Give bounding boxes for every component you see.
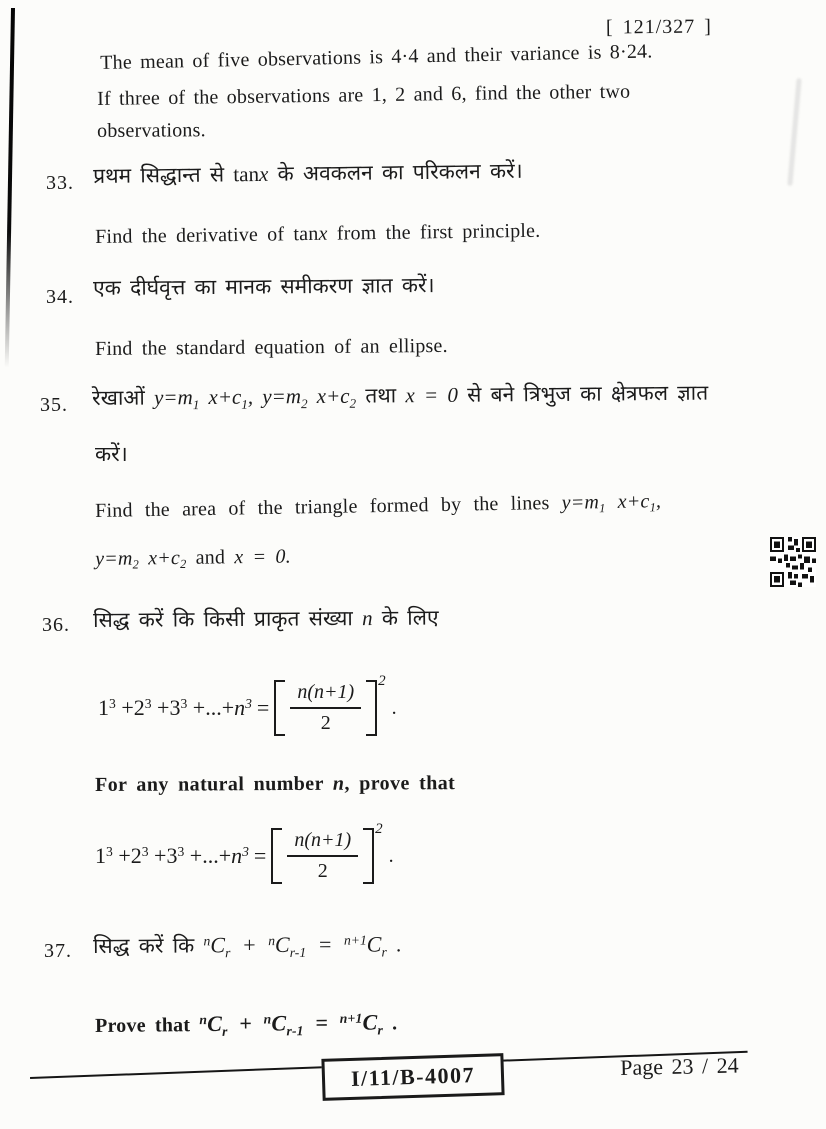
question-35-hindi-text: रेखाओं <box>92 385 155 410</box>
question-33-english-text: from the first principle. <box>327 219 541 245</box>
formula-lhs-n: $n^3$ <box>231 843 249 868</box>
question-35-english-text: and <box>186 546 235 569</box>
fraction-denominator: 2 <box>320 712 331 734</box>
question-number-35: 35. <box>40 394 68 416</box>
right-bracket <box>366 680 377 736</box>
page-ref: [ 121/327 ] <box>605 15 712 39</box>
question-34-hindi: एक दीर्घवृत्त का मानक समीकरण ज्ञात करें। <box>93 273 435 300</box>
question-33-english <box>95 220 541 249</box>
paper-code: I/11/B-4007 <box>350 1062 476 1091</box>
question-35-hindi-text: से बने त्रिभुज का क्षेत्रफल ज्ञात <box>457 380 709 407</box>
question-37-hindi <box>93 930 401 960</box>
intro-line: If three of the observations are 1, 2 and 6, find the other two <box>97 80 631 110</box>
formula-cube-sum-hindi <box>98 673 397 736</box>
qr-code <box>770 537 816 587</box>
binomial-identity: $^nC_r + ^nC_{r-1} = ^{n+1}C_r$ <box>199 1009 384 1039</box>
math-var: n <box>362 606 373 631</box>
left-bracket <box>274 680 285 736</box>
question-35-english-line2 <box>95 546 291 571</box>
question-number-33: 33. <box>46 172 74 194</box>
math-var: x <box>318 222 328 245</box>
math-expression: $y=m_2$ $x+c_2$ <box>95 546 187 572</box>
question-33-hindi <box>93 157 523 190</box>
question-36-hindi-text: सिद्ध करें कि किसी प्राकृत संख्या <box>93 606 363 632</box>
question-36-english-text: For any natural number <box>95 772 333 796</box>
formula-cube-sum-english <box>95 821 394 884</box>
equals-sign: = <box>256 695 270 720</box>
paper-code-box <box>321 1053 504 1101</box>
question-37-hindi-text: . <box>386 932 402 957</box>
scan-artifact-left-edge <box>5 8 15 368</box>
page-number: Page 23 / 24 <box>620 1052 739 1080</box>
question-33-english-text: Find the derivative of tan <box>95 222 319 248</box>
question-37-hindi-text: सिद्ध करें कि <box>93 933 204 958</box>
math-var: x <box>258 161 269 186</box>
question-33-hindi-text: के अवकलन का परिकलन करें। <box>268 158 523 186</box>
question-35-hindi-line2: करें। <box>95 442 128 466</box>
formula-period: . <box>391 696 397 719</box>
right-bracket <box>363 828 374 884</box>
question-36-english-text: , prove that <box>344 772 456 795</box>
equals-sign: = <box>253 843 267 868</box>
math-expression: $y=m_1$ $x+c_1$, <box>153 384 254 412</box>
intro-line: observations. <box>97 119 206 142</box>
question-37-english-text: Prove that <box>95 1014 200 1037</box>
scan-artifact-right-smudge <box>787 78 801 186</box>
question-35-hindi-text: तथा <box>355 383 406 408</box>
question-37-english <box>95 1009 397 1038</box>
binomial-identity: $^nC_r + ^nC_{r-1} = ^{n+1}C_r$ <box>203 931 387 961</box>
math-expression: x = 0 <box>405 382 458 408</box>
question-35-english-text: Find the area of the triangle formed by the lines <box>95 491 562 522</box>
question-35-english-line1 <box>95 490 661 523</box>
fraction <box>290 681 361 735</box>
left-bracket <box>271 828 282 884</box>
math-expression: $y=m_2$ $x+c_2$ <box>262 383 357 411</box>
question-number-34: 34. <box>46 286 74 308</box>
math-expression: x = 0. <box>234 545 292 569</box>
fraction-denominator: 2 <box>317 860 328 882</box>
bracket-exponent: 2 <box>375 821 383 837</box>
intro-line: The mean of five observations is 4·4 and their variance is 8·24. <box>100 40 653 74</box>
question-36-hindi-text: के लिए <box>372 605 439 631</box>
bracket-exponent: 2 <box>378 673 386 689</box>
formula-lhs: $1^3 +2^3 +3^3$ +...+ <box>98 695 235 720</box>
formula-lhs-n: $n^3$ <box>234 695 252 720</box>
math-var: n <box>332 772 345 795</box>
question-35-hindi-line1 <box>92 379 708 412</box>
fraction-numerator: n(n+1) <box>287 829 358 857</box>
question-34-english: Find the standard equation of an ellipse. <box>95 334 448 360</box>
formula-lhs: $1^3 +2^3 +3^3$ +...+ <box>95 843 232 868</box>
question-37-english-text: . <box>382 1012 398 1035</box>
question-number-36: 36. <box>42 614 70 636</box>
fraction <box>287 829 358 883</box>
question-36-hindi <box>93 604 439 634</box>
question-33-hindi-text: प्रथम सिद्धान्त से tan <box>93 161 260 188</box>
question-number-37: 37. <box>44 940 72 962</box>
question-36-english <box>95 772 455 797</box>
fraction-numerator: n(n+1) <box>290 681 361 709</box>
formula-period: . <box>388 844 394 867</box>
math-expression: $y=m_1$ $x+c_1$, <box>561 490 662 516</box>
